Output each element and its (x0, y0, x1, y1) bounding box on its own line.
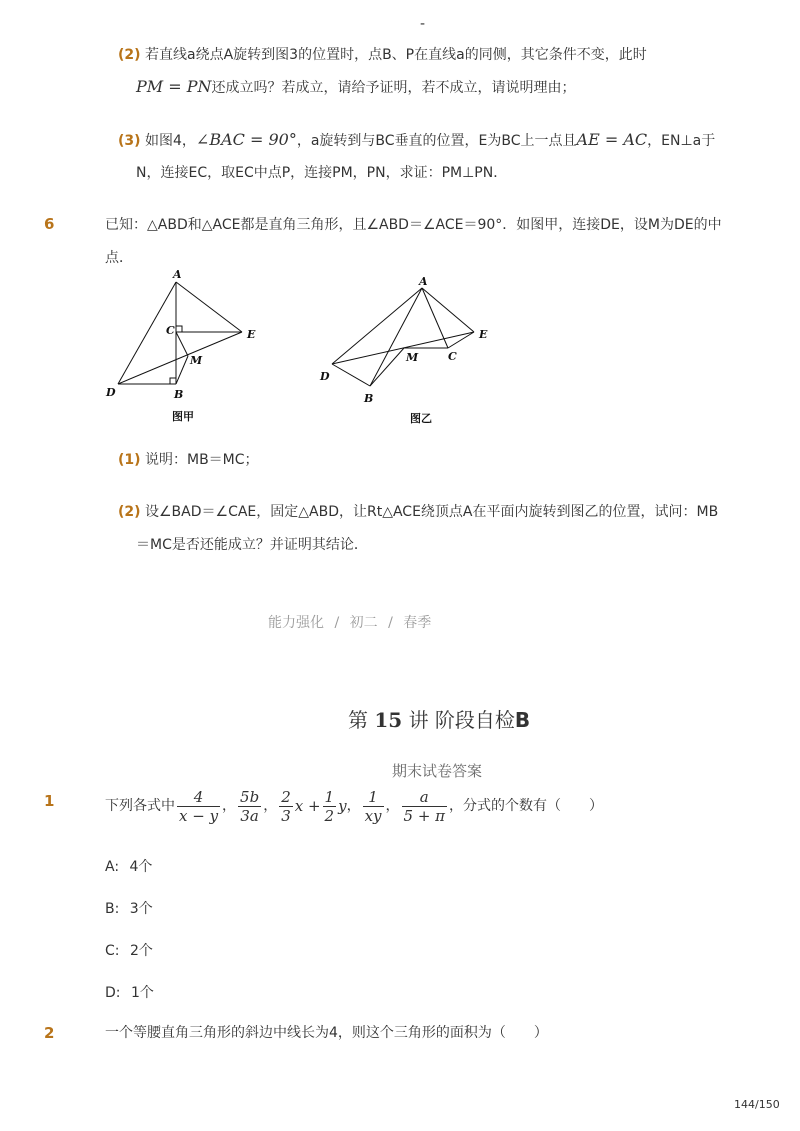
exam-q1-post: ，分式的个数有（ ） (449, 798, 604, 814)
label-E-jia: E (247, 328, 256, 341)
option-d-text: 1个 (130, 985, 154, 1001)
option-b-label: B: (105, 901, 120, 917)
fraction-6 (402, 788, 448, 825)
fraction-3-den: 3 (281, 806, 291, 825)
q5-part3-line2: N，连接EC，取EC中点P，连接PM，PN，求证：PM⊥PN． (136, 165, 508, 181)
q6-part2-text: 设∠BAD＝∠CAE，固定△ABD，让Rt△ACE绕顶点A在平面内旋转到图乙的位置，试问：MB (145, 504, 719, 520)
footer-separator-2: / (388, 615, 393, 631)
figure-yi (312, 268, 502, 430)
fraction-2-den: 3a (240, 806, 259, 825)
right-angle-C (176, 326, 182, 332)
footer-term: 春季 (403, 615, 432, 631)
fraction-3 (279, 788, 293, 825)
label-A-yi: A (419, 275, 428, 288)
q6-part1-number: (1) (118, 452, 141, 468)
line-MC (176, 332, 188, 356)
q5-part3-math2: AE = AC (576, 130, 648, 149)
q5-part3-mid: ，a旋转到与BC垂直的位置，E为BC上一点且 (296, 133, 577, 149)
q5-part3-pre: 如图4， (145, 133, 196, 149)
expr-x-plus: x + (294, 797, 321, 815)
lecture-title (348, 704, 530, 733)
option-c[interactable] (105, 940, 153, 960)
fraction-4-num: 1 (324, 787, 335, 806)
exam-q1-pre: 下列各式中 (105, 798, 175, 814)
comma: ， (222, 798, 237, 814)
line-AE-yi (422, 288, 474, 332)
lecture-subtitle: 期末试卷答案 (392, 762, 483, 780)
q6-number: 6 (44, 215, 55, 233)
label-B-yi: B (364, 392, 374, 405)
label-M-jia: M (190, 354, 203, 367)
option-b-text: 3个 (129, 901, 153, 917)
line-AB-yi (370, 288, 422, 386)
footer-course: 能力强化 (268, 615, 324, 631)
option-a-text: 4个 (129, 859, 153, 875)
q5-part3-number: (3) (118, 133, 141, 149)
fraction-5-num: 1 (363, 788, 384, 807)
exam-q2-number: 2 (44, 1024, 55, 1042)
fraction-1 (177, 788, 220, 825)
label-C-yi: C (448, 350, 457, 363)
exam-q2-text: 一个等腰直角三角形的斜边中线长为4，则这个三角形的面积为（ ） (105, 1025, 548, 1041)
comma: ， (385, 798, 400, 814)
q5-part3-math1: ∠BAC = 90° (195, 130, 297, 149)
fraction-3-num: 2 (281, 787, 291, 806)
option-c-label: C: (105, 943, 120, 959)
caption-jia: 图甲 (172, 410, 194, 423)
lecture-mid: 讲 阶段自检 (408, 708, 515, 732)
q6-part2-line2: ＝MC是否还能成立？并证明其结论． (136, 537, 368, 553)
q5-part2-line2 (136, 77, 576, 98)
exam-q1-number: 1 (44, 792, 55, 810)
label-M-yi: M (406, 351, 419, 364)
footer-grade: 初二 (349, 615, 378, 631)
fraction-1-num: 4 (177, 788, 220, 807)
expr-y: y (338, 797, 347, 815)
fraction-6-den: 5 + π (403, 806, 446, 825)
fraction-4-den: 2 (324, 806, 335, 825)
fraction-4 (323, 788, 337, 825)
line-CE-yi (448, 332, 474, 348)
q6-line2: 点． (105, 250, 133, 266)
fraction-5-den: xy (364, 806, 382, 825)
q6-part1-text: 说明：MB＝MC； (145, 452, 259, 468)
q6-part1 (118, 450, 259, 470)
label-E-yi: E (479, 328, 488, 341)
fraction-2-num: 5b (240, 787, 260, 806)
option-c-text: 2个 (129, 943, 153, 959)
page-number: 144/150 (734, 1098, 780, 1111)
label-D-yi: D (320, 370, 330, 383)
exam-q1-stem (105, 784, 603, 828)
label-A-jia: A (173, 268, 182, 281)
option-a[interactable] (105, 856, 152, 876)
lecture-number: 15 (374, 708, 403, 732)
comma: ， (263, 798, 278, 814)
q5-part2-text: 若直线a绕点A旋转到图3的位置时，点B、P在直线a的同侧，其它条件不变，此时 (145, 47, 647, 63)
q5-part2-math: PM = PN (136, 77, 212, 96)
lecture-letter: B (514, 708, 531, 732)
line-MB (176, 356, 188, 384)
label-C-jia: C (166, 324, 175, 337)
line-AE (176, 282, 242, 332)
fraction-5 (363, 788, 384, 825)
option-a-label: A: (105, 859, 120, 875)
option-d[interactable] (105, 982, 154, 1002)
top-mark: - (420, 16, 426, 32)
fraction-1-den: x − y (179, 806, 219, 825)
caption-yi: 图乙 (410, 412, 432, 425)
figure-jia (100, 268, 270, 428)
q6-line1: 已知：△ABD和△ACE都是直角三角形，且∠ABD＝∠ACE＝90°．如图甲，连接DE，设M为DE的中 (105, 217, 722, 233)
q6-part2-number: (2) (118, 504, 141, 520)
option-d-label: D: (105, 985, 121, 1001)
label-B-jia: B (174, 388, 184, 401)
q5-part3-line1 (118, 130, 715, 151)
lecture-prefix: 第 (348, 708, 368, 732)
label-D-jia: D (106, 386, 116, 399)
q5-part2-rest: 还成立吗？若成立，请给予证明，若不成立，请说明理由； (211, 80, 576, 96)
q5-part2-line1 (118, 45, 647, 65)
fraction-2 (238, 788, 261, 825)
page-footer-breadcrumb (268, 612, 431, 632)
line-DB-yi (332, 364, 370, 386)
comma: ， (346, 798, 361, 814)
fraction-6-num: a (402, 788, 448, 807)
option-b[interactable] (105, 898, 153, 918)
footer-separator-1: / (334, 615, 340, 631)
q6-part2-line1 (118, 502, 718, 522)
q5-part3-post: ，EN⊥a于 (647, 133, 716, 149)
q5-part2-number: (2) (118, 47, 141, 63)
right-angle-B (170, 378, 176, 384)
